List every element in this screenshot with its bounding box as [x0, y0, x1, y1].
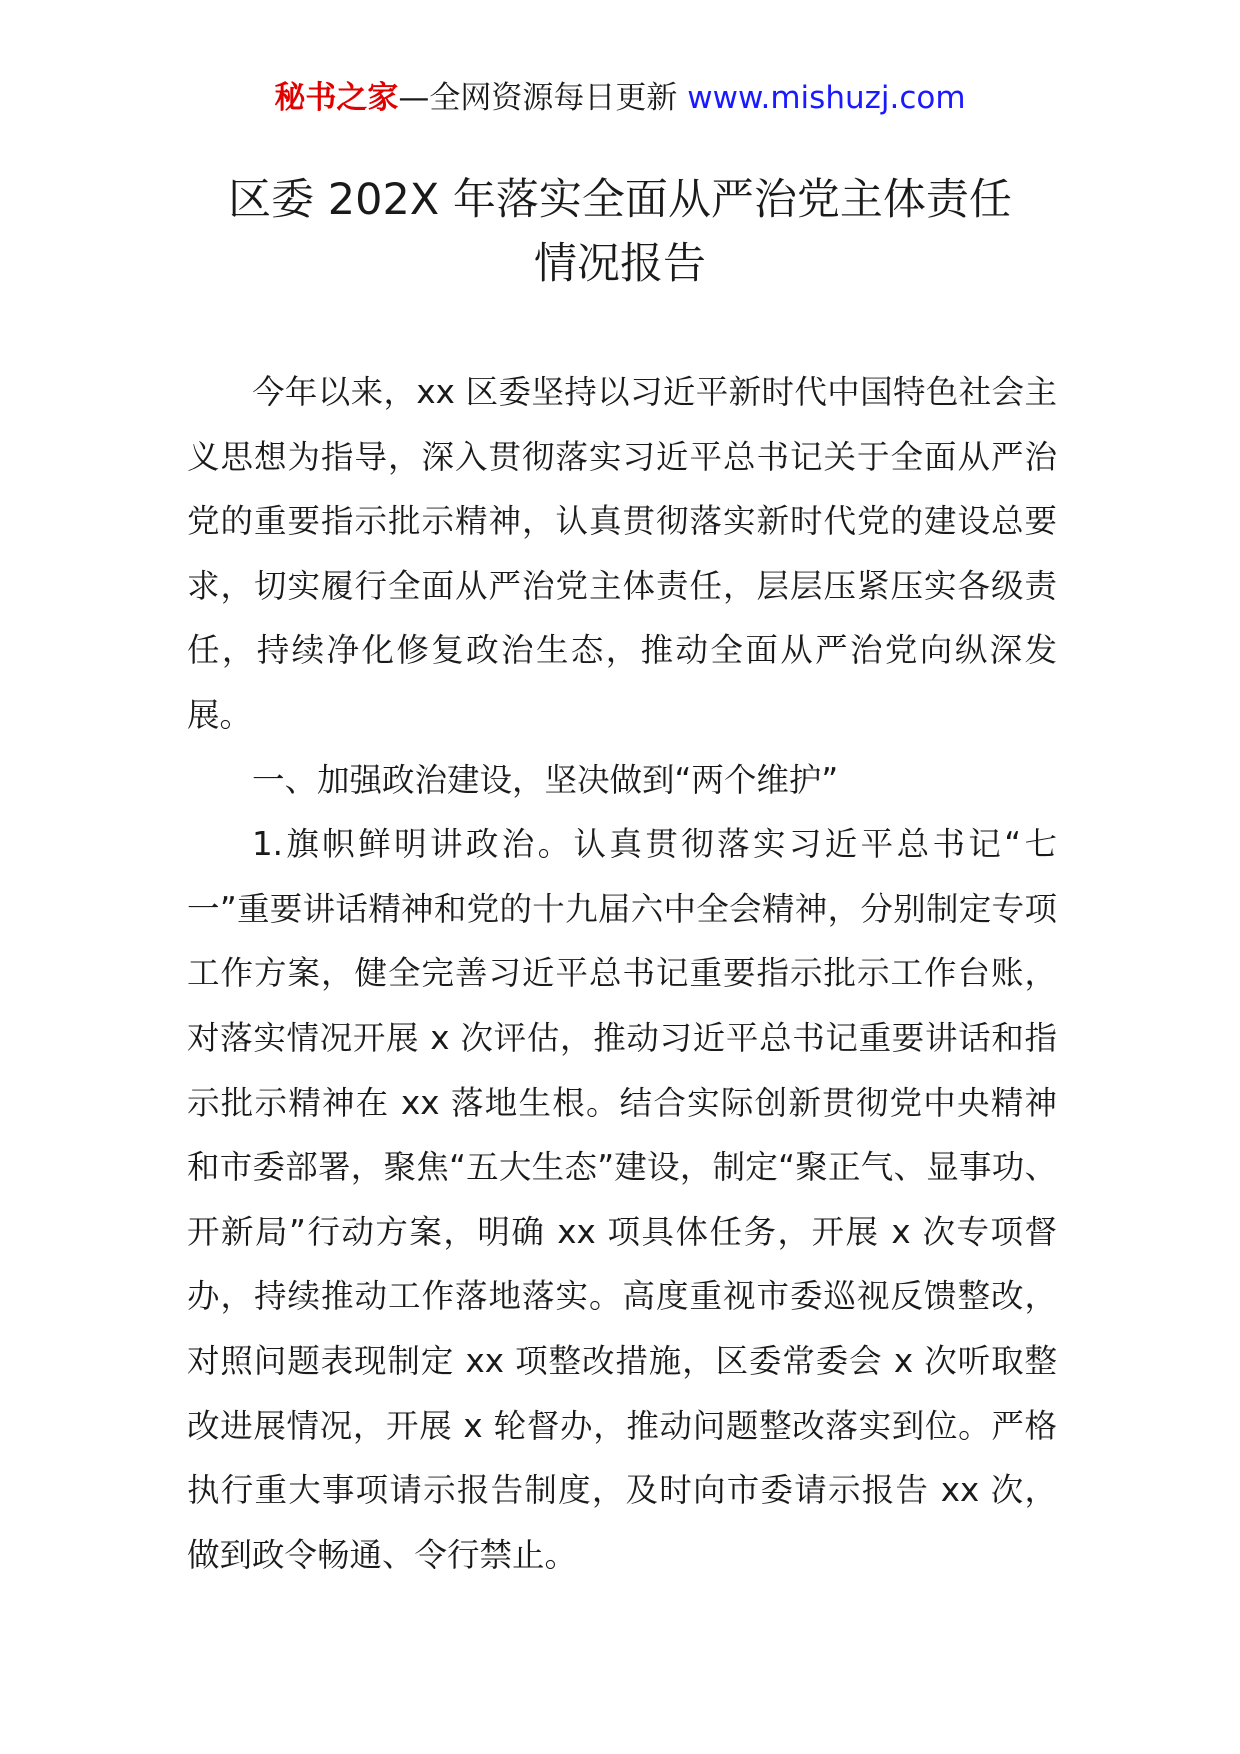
- section-heading: 一、加强政治建设，坚决做到“两个维护”: [252, 760, 839, 799]
- section-paragraph: 1.旗帜鲜明讲政治。认真贯彻落实习近平总书记“七一”重要讲话精神和党的十九届六中全会精神，分别制定专项工作方案，健全完善习近平总书记重要指示批示工作台账，对落实情况开展 x 次评估，推动习近平总书记重要讲话和指示批示精神在 xx 落地生根。结合实际创新贯彻党中央精神和市委部署，聚焦“五大生态”建设，制定“聚正气、显事功、开新局”行动方案，明确 xx 项具体任务，开展 x 次专项督办，持续推动工作落地落实。高度重视市委巡视反馈整改，对照问题表现制定 xx 项整改措施，区委常委会 x 次听取整改进展情况，开展 x 轮督办，推动问题整改落实到位。严格执行重大事项请示报告制度，及时向市委请示报告 xx 次，做到政令畅通、令行禁止。: [187, 825, 1057, 1574]
- header-tagline: —全网资源每日更新: [398, 80, 678, 116]
- brand-name: 秘书之家: [274, 80, 399, 116]
- title-line-1: 区委 202X 年落实全面从严治党主体责任: [228, 175, 1012, 225]
- title-line-2: 情况报告: [534, 239, 706, 289]
- site-url[interactable]: www.mishuzj.com: [687, 80, 966, 116]
- intro-paragraph: 今年以来，xx 区委坚持以习近平新时代中国特色社会主义思想为指导，深入贯彻落实习近平总书记关于全面从严治党的重要指示批示精神，认真贯彻落实新时代党的建设总要求，切实履行全面从严治党主体责任，层层压紧压实各级责任，持续净化修复政治生态，推动全面从严治党向纵深发展。: [187, 373, 1057, 734]
- document-body: [187, 360, 1057, 1587]
- document-title: [0, 168, 1240, 296]
- site-header: [0, 76, 1240, 120]
